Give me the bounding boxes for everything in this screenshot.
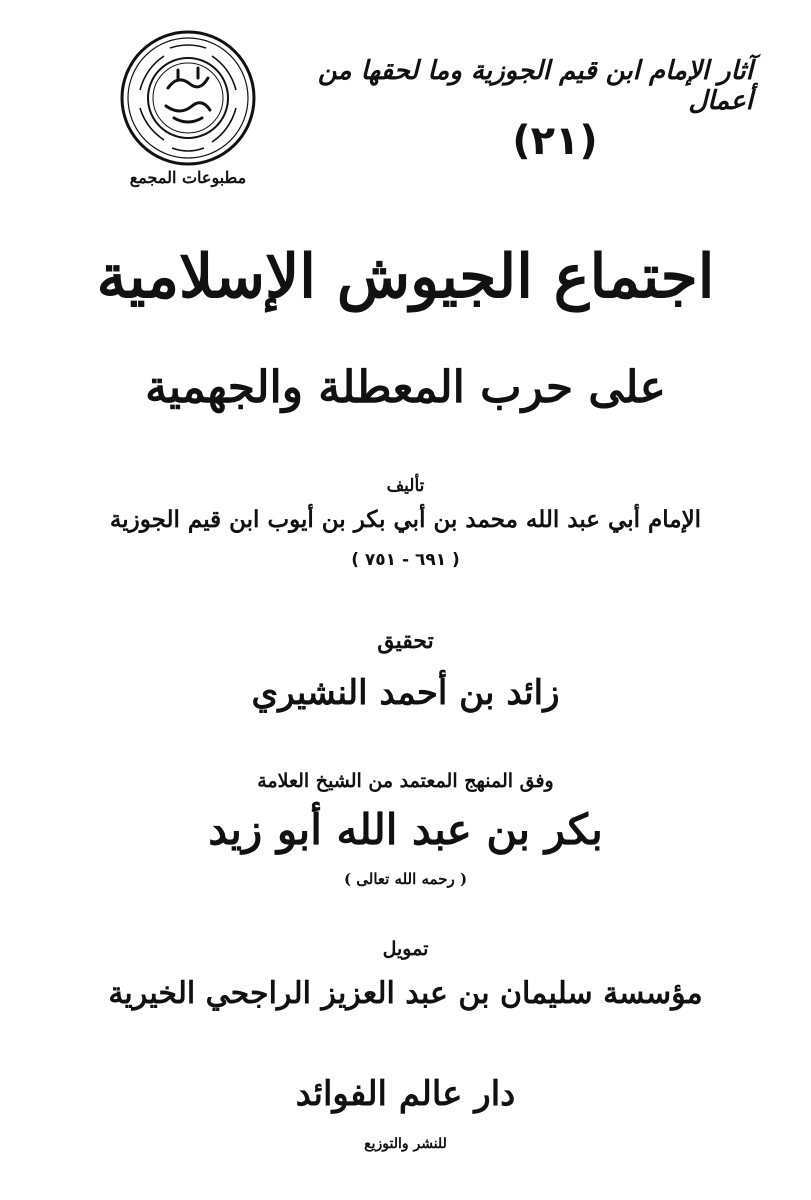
author-dates: ( ٦٩١ - ٧٥١ ) (351, 550, 460, 570)
series-title: آثار الإمام ابن قيم الجوزية وما لحقها من أعمال (317, 56, 753, 116)
sub-title: على حرب المعطلة والجهمية (145, 362, 666, 413)
methodology-label: وفق المنهج المعتمد من الشيخ العلامة (257, 770, 554, 792)
academy-seal-icon (118, 28, 258, 168)
funding-label: تمويل (382, 938, 429, 960)
editor-label: تحقيق (377, 628, 434, 654)
author-label: تأليف (386, 476, 425, 496)
foundation-name: مؤسسة سليمان بن عبد العزيز الراجحي الخيرية (108, 976, 703, 1011)
main-title: اجتماع الجيوش الإسلامية (96, 242, 715, 312)
scholar-note: ( رحمه الله تعالى ) (343, 870, 468, 888)
publisher-subtitle: للنشر والتوزيع (364, 1136, 447, 1152)
series-number: (٢١) (512, 118, 598, 164)
editor-name: زائد بن أحمد النشيري (251, 673, 560, 713)
publisher-name: دار عالم الفوائد (295, 1074, 516, 1114)
scholar-name: بكر بن عبد الله أبو زيد (208, 805, 603, 854)
seal-caption: مطبوعات المجمع (129, 168, 247, 187)
author-name: الإمام أبي عبد الله محمد بن أبي بكر بن أيوب ابن قيم الجوزية (109, 506, 702, 533)
